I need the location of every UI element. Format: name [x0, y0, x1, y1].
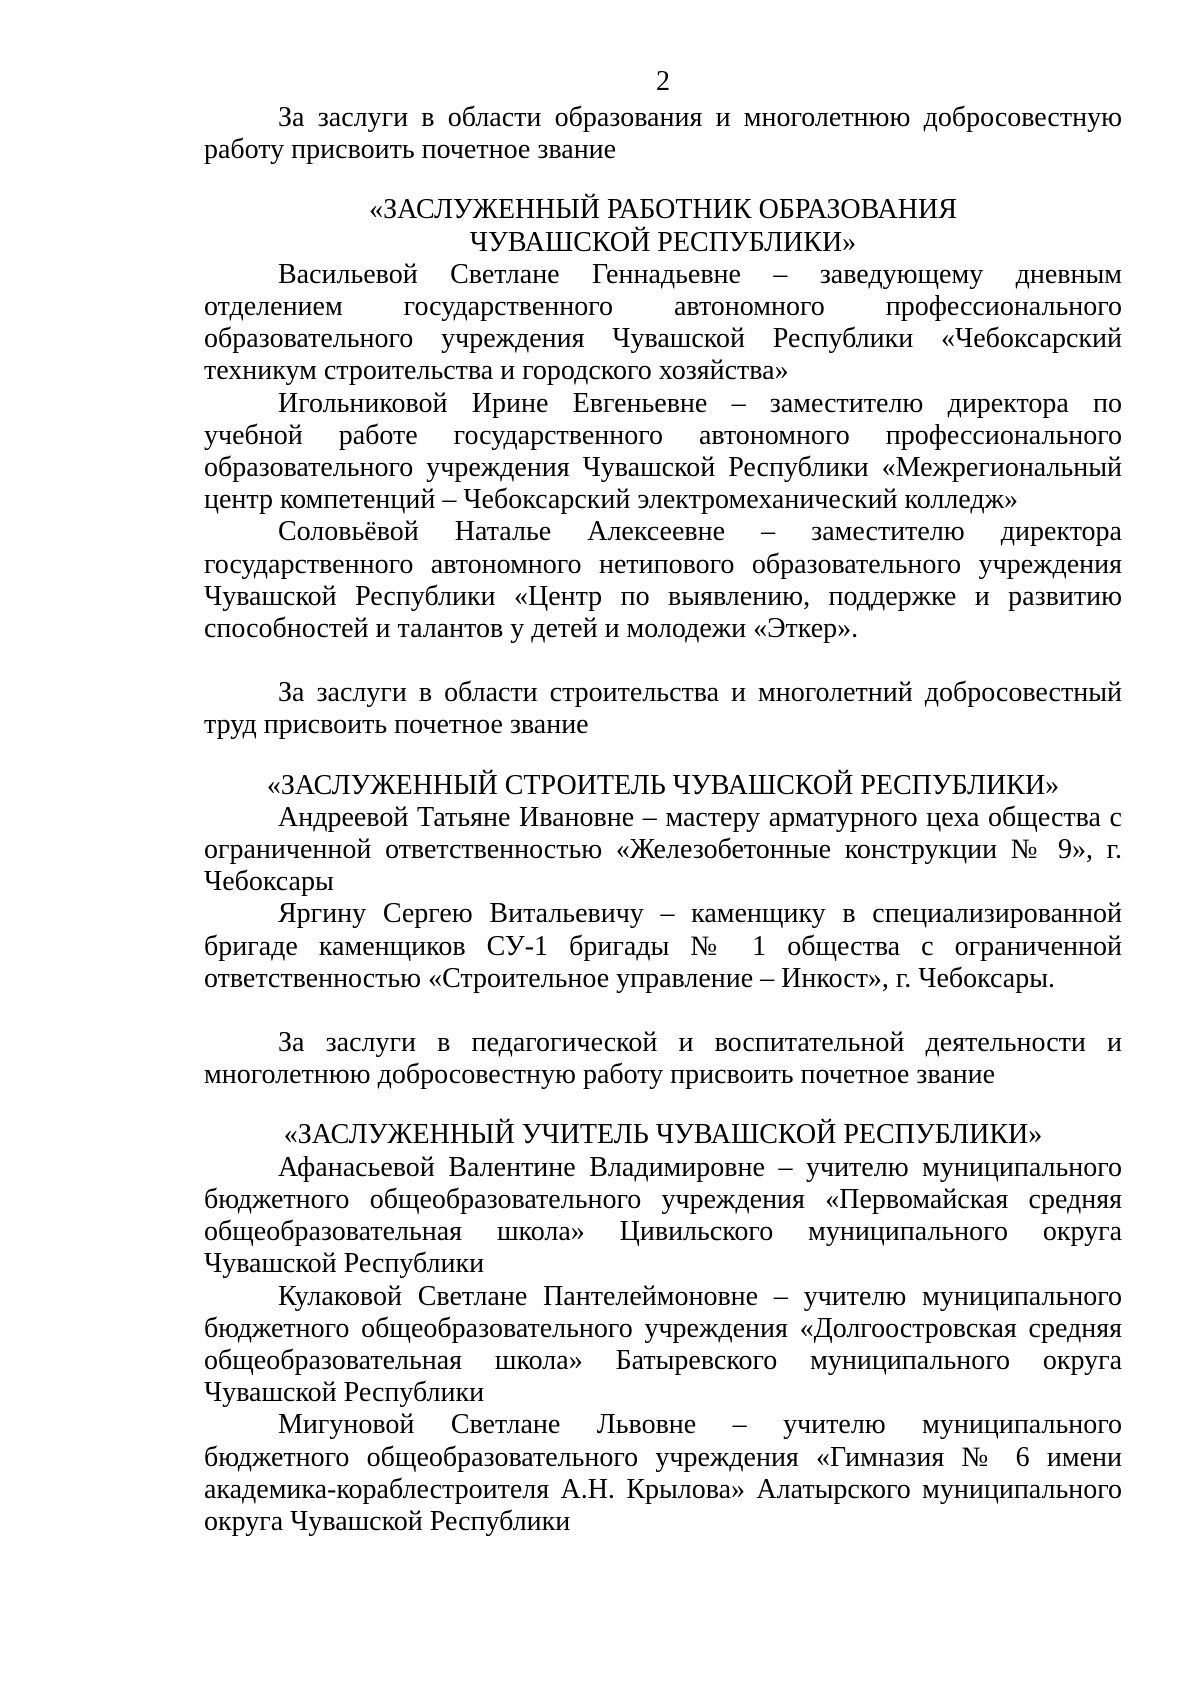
award-section-education-worker	[204, 102, 1122, 645]
awardee-entry: Васильевой Светлане Геннадьевне – заведующему дневным отделением государственного автономного профессионального образовательного учреждения Чувашской Республики «Чебоксарский техникум строительства и городского хозяйства»	[204, 258, 1122, 387]
award-title-line: «ЗАСЛУЖЕННЫЙ СТРОИТЕЛЬ ЧУВАШСКОЙ РЕСПУБЛИКИ»	[266, 769, 1060, 801]
document-page	[204, 66, 1122, 1538]
award-section-teacher	[204, 1027, 1122, 1538]
awardee-entry: Игольниковой Ирине Евгеньевне – заместителю директора по учебной работе государственного автономного профессионального образовательного учреждения Чувашской Республики «Межрегиональный центр компетенций – Чебоксарский электромеханический колледж»	[204, 387, 1122, 516]
awardee-entry: Афанасьевой Валентине Владимировне – учителю муниципального бюджетного общеобразовательного учреждения «Первомайская средняя общеобразовательная школа» Цивильского муниципального округа Чувашской Республики	[204, 1151, 1122, 1280]
page-number: 2	[656, 66, 670, 97]
awardee-entry: Кулаковой Светлане Пантелеймоновне – учителю муниципального бюджетного общеобразовательного учреждения «Долгоостровская средняя общеобразовательная школа» Батыревского муниципального округа Чувашской Республики	[204, 1280, 1122, 1409]
awardee-entry: Андреевой Татьяне Ивановне – мастеру арматурного цеха общества с ограниченной ответственностью «Железобетонные конструкции № 9», г. Чебоксары	[204, 801, 1122, 898]
award-title-line: «ЗАСЛУЖЕННЫЙ УЧИТЕЛЬ ЧУВАШСКОЙ РЕСПУБЛИКИ»	[283, 1119, 1043, 1151]
award-title-line: «ЗАСЛУЖЕННЫЙ РАБОТНИК ОБРАЗОВАНИЯ	[369, 194, 957, 226]
awardee-entry: Соловьёвой Наталье Алексеевне – заместителю директора государственного автономного нетипового образовательного учреждения Чувашской Республики «Центр по выявлению, поддержке и развитию способностей и талантов у детей и молодежи «Эткер».	[204, 516, 1122, 645]
section-intro: За заслуги в области строительства и многолетний добросовестный труд присвоить почетное звание	[204, 677, 1122, 741]
section-intro: За заслуги в педагогической и воспитательной деятельности и многолетнюю добросовестную работу присвоить почетное звание	[204, 1027, 1122, 1091]
award-section-builder	[204, 677, 1122, 995]
section-intro: За заслуги в области образования и многолетнюю добросовестную работу присвоить почетное звание	[204, 102, 1122, 166]
awardee-entry: Яргину Сергею Витальевичу – каменщику в специализированной бригаде каменщиков СУ-1 бригады № 1 общества с ограниченной ответственностью «Строительное управление – Инкост», г. Чебоксары.	[204, 898, 1122, 994]
award-title-line: ЧУВАШСКОЙ РЕСПУБЛИКИ»	[469, 226, 857, 258]
awardee-entry: Мигуновой Светлане Львовне – учителю муниципального бюджетного общеобразовательного учреждения «Гимназия № 6 имени академика-кораблестроителя А.Н. Крылова» Алатырского муниципального округа Чувашской Республики	[204, 1409, 1122, 1537]
